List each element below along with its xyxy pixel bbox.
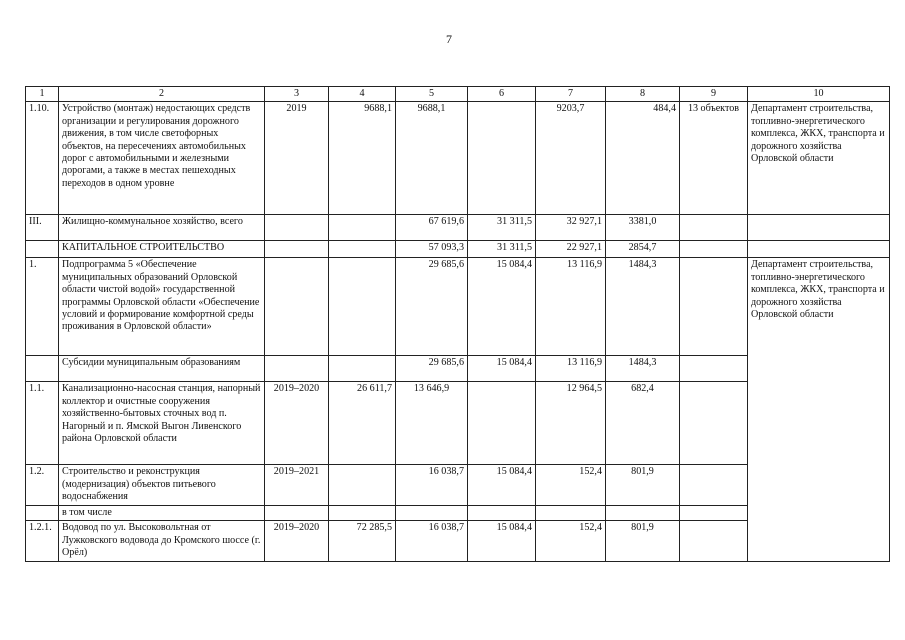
row-col7: 12 964,5 [536, 382, 606, 465]
row-total [329, 215, 396, 241]
row-col8: 1484,3 [606, 356, 680, 382]
row-col8: 3381,0 [606, 215, 680, 241]
row-col9 [680, 382, 748, 465]
header-col-5: 5 [396, 87, 468, 102]
row-col8: 2854,7 [606, 241, 680, 258]
row-description: Жилищно-коммунальное хозяйство, всего [59, 215, 265, 241]
row-col7 [536, 506, 606, 521]
row-col6: 15 084,4 [468, 465, 536, 506]
row-col8: 484,4 [606, 102, 680, 215]
row-col9 [680, 465, 748, 506]
row-col5 [396, 506, 468, 521]
row-col5: 67 619,6 [396, 215, 468, 241]
row-description: Водовод по ул. Высоковольтная от Лужковского водовода до Кромского шоссе (г. Орёл) [59, 521, 265, 562]
row-number: 1.2.1. [26, 521, 59, 562]
table-row [26, 102, 890, 215]
row-number: 1.2. [26, 465, 59, 506]
row-col7: 13 116,9 [536, 258, 606, 356]
header-col-8: 8 [606, 87, 680, 102]
row-col9 [680, 506, 748, 521]
row-col7: 152,4 [536, 465, 606, 506]
row-years [265, 241, 329, 258]
row-col7: 13 116,9 [536, 356, 606, 382]
row-years [265, 258, 329, 356]
row-col5: 29 685,6 [396, 258, 468, 356]
row-total [329, 465, 396, 506]
row-col8: 801,9 [606, 465, 680, 506]
row-col6: 15 084,4 [468, 356, 536, 382]
row-responsible: Департамент строительства, топливно-энергетического комплекса, ЖКХ, транспорта и дорожного хозяйства Орловской области [748, 258, 890, 562]
row-years [265, 215, 329, 241]
row-description: Субсидии муниципальным образованиям [59, 356, 265, 382]
header-col-4: 4 [329, 87, 396, 102]
row-col7: 152,4 [536, 521, 606, 562]
header-col-1: 1 [26, 87, 59, 102]
header-col-10: 10 [748, 87, 890, 102]
row-col5: 57 093,3 [396, 241, 468, 258]
row-col6 [468, 382, 536, 465]
header-col-7: 7 [536, 87, 606, 102]
row-years [265, 506, 329, 521]
row-number: 1. [26, 258, 59, 356]
table-row [26, 241, 890, 258]
page-number: 7 [446, 32, 452, 46]
row-col8: 682,4 [606, 382, 680, 465]
row-number: III. [26, 215, 59, 241]
row-col8 [606, 506, 680, 521]
header-col-6: 6 [468, 87, 536, 102]
row-col9 [680, 241, 748, 258]
row-total [329, 356, 396, 382]
budget-table [25, 86, 890, 562]
row-description: в том числе [59, 506, 265, 521]
row-col6 [468, 102, 536, 215]
row-total [329, 241, 396, 258]
row-col9 [680, 215, 748, 241]
row-col8: 1484,3 [606, 258, 680, 356]
row-col6 [468, 506, 536, 521]
row-number [26, 241, 59, 258]
row-col7: 22 927,1 [536, 241, 606, 258]
row-years: 2019–2020 [265, 521, 329, 562]
row-years: 2019–2021 [265, 465, 329, 506]
row-responsible [748, 241, 890, 258]
row-number: 1.10. [26, 102, 59, 215]
row-total [329, 506, 396, 521]
row-total: 26 611,7 [329, 382, 396, 465]
row-responsible [748, 215, 890, 241]
row-col9 [680, 356, 748, 382]
row-description: Подпрограмма 5 «Обеспечение муниципальных образований Орловской области чистой водой» государственной программы Орловской области «Обеспечение условий и формирование комфортной среды проживания в Орловской области» [59, 258, 265, 356]
row-col5: 16 038,7 [396, 521, 468, 562]
row-col9: 13 объектов [680, 102, 748, 215]
row-col5: 13 646,9 [396, 382, 468, 465]
row-years [265, 356, 329, 382]
row-col5: 9688,1 [396, 102, 468, 215]
row-total: 9688,1 [329, 102, 396, 215]
row-col6: 31 311,5 [468, 215, 536, 241]
row-col6: 15 084,4 [468, 521, 536, 562]
header-col-2: 2 [59, 87, 265, 102]
row-col8: 801,9 [606, 521, 680, 562]
row-description: Устройство (монтаж) недостающих средств организации и регулирования дорожного движения, в том числе светофорных объектов, на пересечениях автомобильных дорог с автомобильными и железными дорогами, а также в местах пешеходных переходов в одном уровне [59, 102, 265, 215]
header-col-3: 3 [265, 87, 329, 102]
row-col5: 29 685,6 [396, 356, 468, 382]
row-col6: 15 084,4 [468, 258, 536, 356]
row-col5: 16 038,7 [396, 465, 468, 506]
row-col9 [680, 258, 748, 356]
row-years: 2019–2020 [265, 382, 329, 465]
row-col6: 31 311,5 [468, 241, 536, 258]
table-row [26, 215, 890, 241]
row-number [26, 356, 59, 382]
row-description: КАПИТАЛЬНОЕ СТРОИТЕЛЬСТВО [59, 241, 265, 258]
table-row [26, 258, 890, 356]
row-number [26, 506, 59, 521]
row-description: Канализационно-насосная станция, напорный коллектор и очистные сооружения хозяйственно-бытовых сточных вод п. Нагорный и п. Ямской Выгон Ливенского района Орловской области [59, 382, 265, 465]
row-responsible: Департамент строительства, топливно-энергетического комплекса, ЖКХ, транспорта и дорожного хозяйства Орловской области [748, 102, 890, 215]
row-total: 72 285,5 [329, 521, 396, 562]
header-row [26, 87, 890, 102]
row-number: 1.1. [26, 382, 59, 465]
row-col7: 32 927,1 [536, 215, 606, 241]
row-years: 2019 [265, 102, 329, 215]
row-col7: 9203,7 [536, 102, 606, 215]
row-col9 [680, 521, 748, 562]
row-total [329, 258, 396, 356]
row-description: Строительство и реконструкция (модернизация) объектов питьевого водоснабжения [59, 465, 265, 506]
header-col-9: 9 [680, 87, 748, 102]
